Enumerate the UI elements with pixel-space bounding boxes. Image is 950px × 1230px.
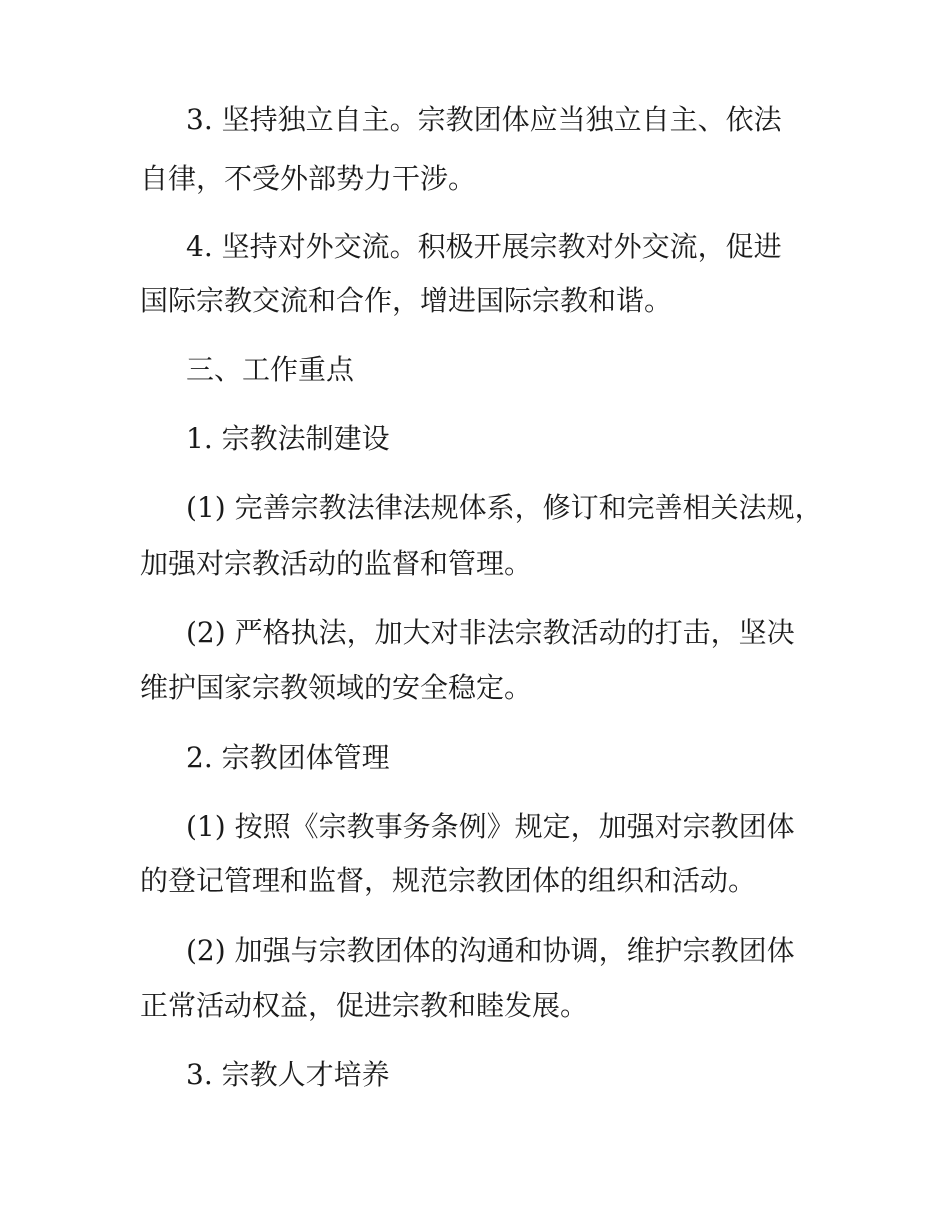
paragraph-4-line-1: 4. 坚持对外交流。积极开展宗教对外交流，促进 (186, 230, 782, 263)
paragraph-3-line-2: 自律，不受外部势力干涉。 (140, 162, 477, 195)
item-2-1-line-2: 的登记管理和监督，规范宗教团体的组织和活动。 (140, 864, 757, 897)
item-1-1-line-1: (1) 完善宗教法律法规体系，修订和完善相关法规， (186, 491, 823, 524)
subheading-religious-groups: 2. 宗教团体管理 (186, 741, 390, 774)
subheading-legal-construction: 1. 宗教法制建设 (186, 422, 390, 455)
item-2-1-line-1: (1) 按照《宗教事务条例》规定，加强对宗教团体 (186, 810, 795, 843)
paragraph-4-line-2: 国际宗教交流和合作，增进国际宗教和谐。 (140, 284, 673, 317)
item-2-2-line-1: (2) 加强与宗教团体的沟通和协调，维护宗教团体 (186, 934, 795, 967)
item-1-2-line-2: 维护国家宗教领域的安全稳定。 (140, 671, 533, 704)
item-1-2-line-1: (2) 严格执法，加大对非法宗教活动的打击，坚决 (186, 616, 795, 649)
section-heading-work-focus: 三、工作重点 (186, 353, 355, 386)
item-2-2-line-2: 正常活动权益，促进宗教和睦发展。 (140, 989, 589, 1022)
subheading-talent-training: 3. 宗教人才培养 (186, 1058, 390, 1091)
paragraph-3-line-1: 3. 坚持独立自主。宗教团体应当独立自主、依法 (186, 103, 782, 136)
item-1-1-line-2: 加强对宗教活动的监督和管理。 (140, 547, 533, 580)
